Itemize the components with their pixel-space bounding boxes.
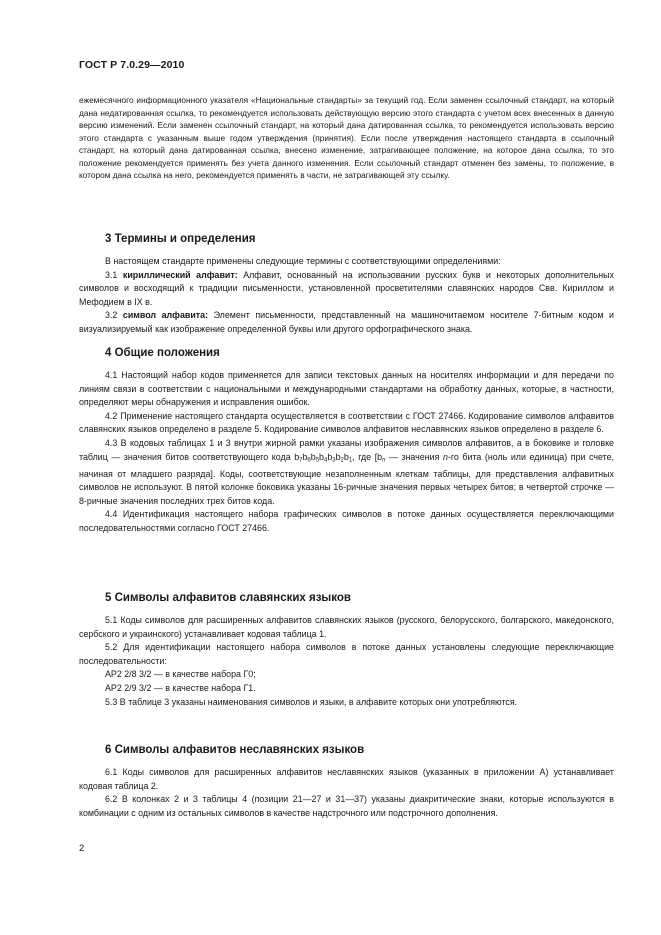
- section-5-heading: 5 Символы алфавитов славянских языков: [105, 592, 351, 604]
- standard-id: ГОСТ Р 7.0.29—2010: [79, 59, 185, 71]
- section-4: [79, 347, 614, 536]
- clause-5-3: 5.3 В таблице 3 указаны наименования символов и языки, в алфавите которых они употребляются.: [105, 696, 518, 707]
- clause-4-2: 4.2 Применение настоящего стандарта осуществляется в соответствии с ГОСТ 27466. Кодирование символов алфавитов славянских языков определено в разделе 5. Кодирование символов алфавитов неславянских языков определено в разделе 6.: [79, 410, 614, 435]
- escape-sequence-g0: АР2 2/8 3/2 — в качестве набора Г0;: [105, 669, 256, 680]
- page-number: 2: [79, 843, 85, 854]
- bit-subscript: 7: [299, 457, 303, 464]
- term-3-1: [79, 269, 614, 310]
- clause-text: 4.3 В кодовых таблицах 1 и 3 внутри жирной рамки указаны изображения символов алфавитов, а в боковике и головке таблиц — значения битов соответствующего кода b: [79, 437, 614, 462]
- section-3-intro: В настоящем стандарте применены следующие термины с соответствующими определениями:: [105, 256, 501, 266]
- section-6: [79, 744, 614, 820]
- clause-4-3: 4.3 В кодовых таблицах 1 и 3 внутри жирной рамки указаны изображения символов алфавитов, а в боковике и головке таблиц — значения битов соответствующего кода $b_7b_6b_5b_4b_3b_2b_1$, где [$b_n$ — значения n-го бита (ноль или единица) при счете, начиная от младшего разряда]. Коды, соответствующие незаполненным клеткам таблицы, для представления алфавитных символов не используют. В пятой колонке боковика указаны 16-ричные значения первых четырех битов; в четвертой строчке — 8-ричные значения последних трех битов кода.: [79, 437, 614, 506]
- clause-4-1: 4.1 Настоящий набор кодов применяется для записи текстовых данных на носителях информации и для передачи по линиям связи в соответствии с национальными и международными стандартами на обработку данных, которые, в частности, определяют меры обнаружения и исправления ошибок.: [79, 370, 614, 408]
- bit-subscript: 1: [348, 457, 353, 464]
- clause-4-4: 4.4 Идентификация настоящего набора графических символов в потоке данных осуществляется переключающими последовательностями согласно ГОСТ 27466.: [79, 509, 614, 534]
- term-definition: Элемент письменности, представленный на машиночитаемом носителе 7-битным кодом и визуализируемый как изображение определенной буквы или другого орфографического знака.: [79, 310, 614, 334]
- section-6-heading: 6 Символы алфавитов неславянских языков: [105, 744, 365, 756]
- clause-text: -го бита (ноль или единица) при счете, начиная от младшего разряда]. Коды, соответствующие незаполненным клеткам таблицы, для представления алфавитных символов не используют. В пятой колонке боковика указаны 16-ричные значения первых четырех битов; в четвертой строчке — 8-ричные значения последних трех битов кода.: [79, 451, 614, 506]
- clause-6-1: 6.1 Коды символов для расширенных алфавитов неславянских языков (указанных в приложении А) устанавливает кодовая таблица 2.: [79, 767, 614, 791]
- bit-subscript: 2: [340, 457, 344, 464]
- section-5: [79, 592, 614, 709]
- clause-5-1: 5.1 Коды символов для расширенных алфавитов славянских языков (русского, белорусского, болгарского, македонского, сербского и украинского) устанавливает кодовая таблица 1.: [79, 615, 614, 639]
- section-4-heading: 4 Общие положения: [105, 347, 220, 359]
- bit-subscript: 5: [315, 457, 320, 464]
- term-number: 3.2: [105, 310, 123, 321]
- clause-text: — значения: [385, 451, 443, 462]
- term-number: 3.1: [105, 269, 123, 280]
- bit-subscript: n: [382, 457, 386, 464]
- term-name: символ алфавита:: [122, 310, 209, 321]
- term-definition: Алфавит, основанный на использовании русских букв и некоторых дополнительных символов и восходящий к традиции письменности, установленной просветителями славянских народов Свв. Кириллом и Мефодием в IX в.: [79, 269, 614, 307]
- clause-5-2: 5.2 Для идентификации настоящего набора символов в потоке данных установлены следующие переключающие последовательности:: [79, 642, 614, 666]
- intro-paragraph: ежемесячного информационного указателя «Национальные стандарты» за текущий год. Если заменен ссылочный стандарт, на который дана недатированная ссылка, то рекомендуется использовать действующую версию этого стандарта с учетом всех внесенных в данную версию изменений. Если заменен ссылочный стандарт, на который дана датированная ссылка, то рекомендуется использовать версию этого стандарта с указанным выше годом утверждения (принятия). Если после утверждения настоящего стандарта в ссылочный стандарт, на который дана датированная ссылка, внесено изменение, затрагивающее положение, на которое дана ссылка, то это положение рекомендуется применять без учета данного изменения. Если ссылочный стандарт отменен без замены, то положение, в котором дана ссылка на него, рекомендуется применять в части, не затрагивающей эту ссылку.: [79, 95, 614, 180]
- clause-6-2: 6.2 В колонках 2 и 3 таблицы 4 (позиции 21—27 и 31—37) указаны диакритические знаки, которые используются в комбинации с одним из остальных символов в качестве надстрочного или подстрочного дополнения.: [79, 794, 614, 818]
- section-3: [79, 233, 614, 337]
- italic-n: n: [442, 451, 448, 462]
- term-name: кириллический алфавит:: [122, 269, 238, 280]
- escape-sequence-g1: АР2 2/9 3/2 — в качестве набора Г1.: [105, 682, 256, 693]
- term-3-2: [79, 309, 614, 336]
- bit-subscript: 4: [323, 457, 328, 464]
- bit-subscript: 6: [307, 457, 311, 464]
- clause-text: , где [b: [352, 451, 383, 462]
- section-3-heading: 3 Термины и определения: [105, 233, 256, 245]
- bit-subscript: 3: [332, 457, 336, 464]
